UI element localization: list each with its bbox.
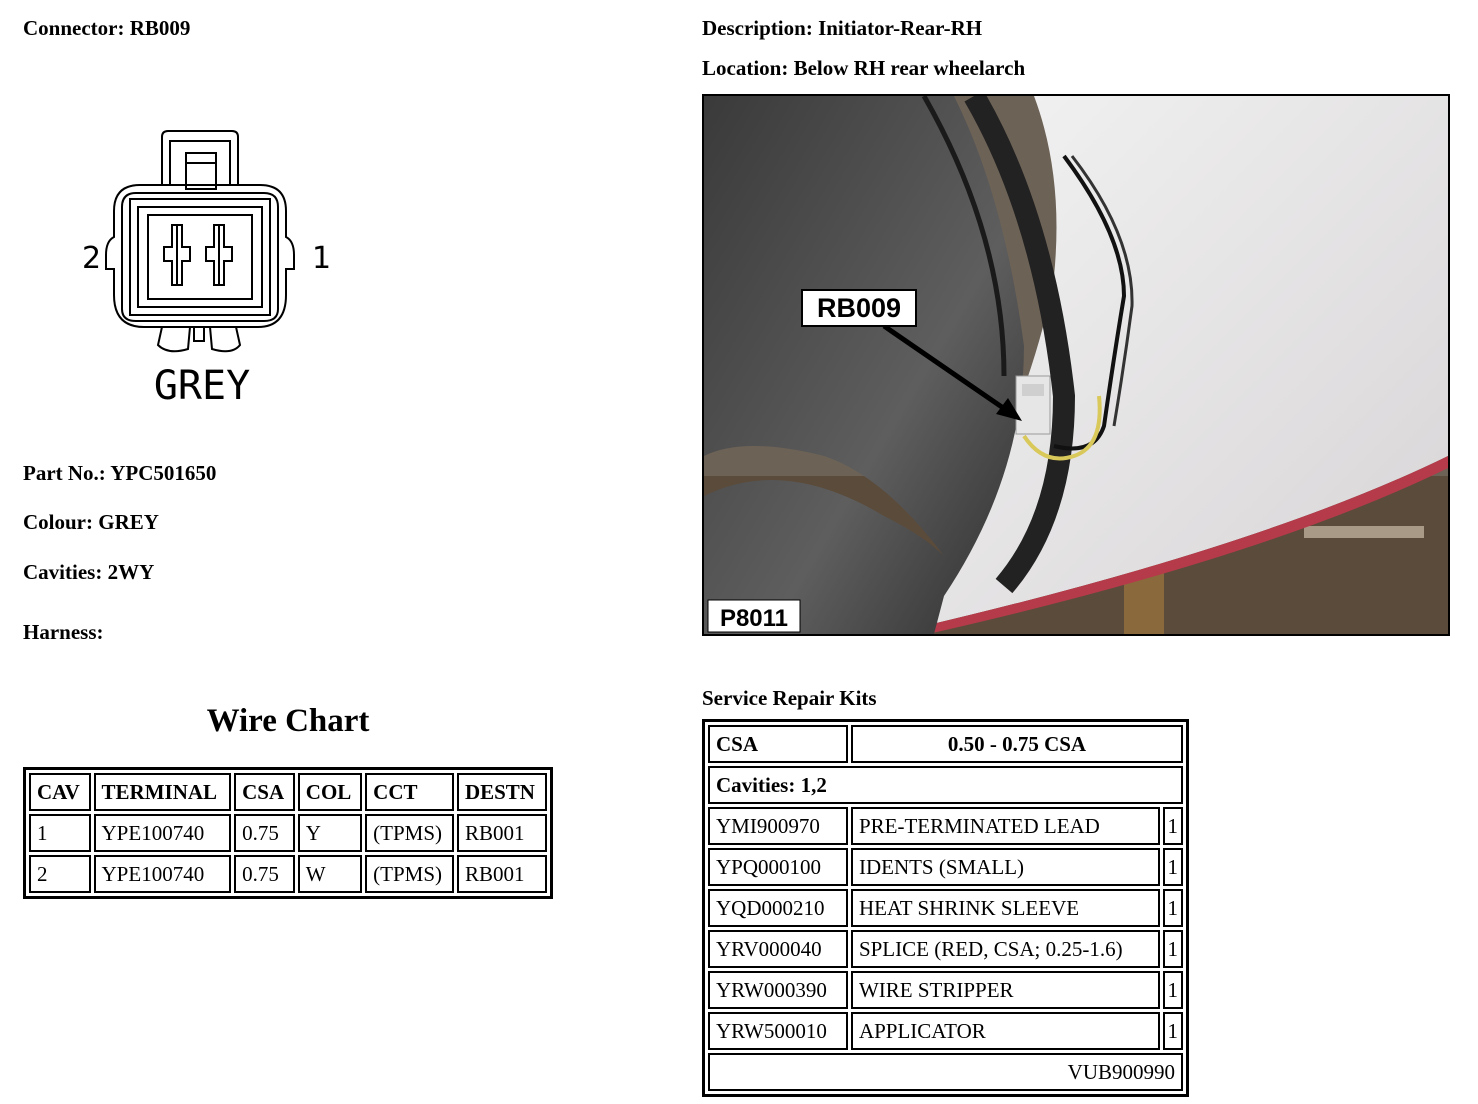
cell-destn: RB001 bbox=[457, 814, 547, 852]
kit-part-number: YMI900970 bbox=[708, 807, 848, 845]
colour-label: GREY bbox=[153, 363, 251, 409]
header-terminal: TERMINAL bbox=[94, 773, 232, 811]
table-row bbox=[29, 814, 547, 852]
header-cav: CAV bbox=[29, 773, 91, 811]
kit-part-number: YRV000040 bbox=[708, 930, 848, 968]
location-photo bbox=[702, 94, 1450, 636]
kit-quantity: 1 bbox=[1163, 1012, 1183, 1050]
connector-face-diagram bbox=[78, 125, 338, 415]
kit-part-number: YQD000210 bbox=[708, 889, 848, 927]
kit-description: IDENTS (SMALL) bbox=[851, 848, 1160, 886]
cell-cav: 2 bbox=[29, 855, 91, 893]
description-label: Description: Initiator-Rear-RH bbox=[702, 16, 983, 40]
part-number: Part No.: YPC501650 bbox=[23, 461, 217, 485]
table-row bbox=[708, 889, 1183, 927]
pin-2-label: 2 bbox=[82, 241, 102, 276]
kit-description: SPLICE (RED, CSA; 0.25-1.6) bbox=[851, 930, 1160, 968]
wire-chart-title: Wire Chart bbox=[206, 703, 370, 739]
repair-kits-title: Service Repair Kits bbox=[702, 686, 877, 710]
kit-part-number: YRW000390 bbox=[708, 971, 848, 1009]
csa-label: CSA bbox=[708, 725, 848, 763]
cavities-info: Cavities: 2WY bbox=[23, 560, 155, 584]
cell-destn: RB001 bbox=[457, 855, 547, 893]
kit-number-row bbox=[708, 1053, 1183, 1091]
kit-part-number: YRW500010 bbox=[708, 1012, 848, 1050]
csa-row bbox=[708, 725, 1183, 763]
cell-terminal: YPE100740 bbox=[94, 855, 232, 893]
pin-1-label: 1 bbox=[312, 241, 332, 276]
repair-kits-table bbox=[702, 719, 1189, 1097]
header-col: COL bbox=[298, 773, 362, 811]
header-destn: DESTN bbox=[457, 773, 547, 811]
csa-value: 0.50 - 0.75 CSA bbox=[851, 725, 1183, 763]
cell-terminal: YPE100740 bbox=[94, 814, 232, 852]
header-csa: CSA bbox=[234, 773, 295, 811]
table-row bbox=[708, 807, 1183, 845]
wire-chart-header-row bbox=[29, 773, 547, 811]
table-row bbox=[708, 1012, 1183, 1050]
cell-col: Y bbox=[298, 814, 362, 852]
connector-label: Connector: RB009 bbox=[23, 16, 191, 40]
photo-ref-label: P8011 bbox=[719, 605, 789, 632]
cavities-row bbox=[708, 766, 1183, 804]
cell-csa: 0.75 bbox=[234, 814, 295, 852]
kit-quantity: 1 bbox=[1163, 971, 1183, 1009]
table-row bbox=[708, 930, 1183, 968]
header-cct: CCT bbox=[365, 773, 454, 811]
kit-quantity: 1 bbox=[1163, 889, 1183, 927]
cell-cct: (TPMS) bbox=[365, 814, 454, 852]
table-row bbox=[29, 855, 547, 893]
kit-part-number: YPQ000100 bbox=[708, 848, 848, 886]
kit-quantity: 1 bbox=[1163, 848, 1183, 886]
kit-quantity: 1 bbox=[1163, 807, 1183, 845]
kit-number: VUB900990 bbox=[708, 1053, 1183, 1091]
cell-csa: 0.75 bbox=[234, 855, 295, 893]
table-row bbox=[708, 971, 1183, 1009]
kit-description: APPLICATOR bbox=[851, 1012, 1160, 1050]
kit-description: HEAT SHRINK SLEEVE bbox=[851, 889, 1160, 927]
table-row bbox=[708, 848, 1183, 886]
harness-info: Harness: bbox=[23, 620, 104, 644]
cavities-value: Cavities: 1,2 bbox=[708, 766, 1183, 804]
kit-description: PRE-TERMINATED LEAD bbox=[851, 807, 1160, 845]
kit-quantity: 1 bbox=[1163, 930, 1183, 968]
kit-description: WIRE STRIPPER bbox=[851, 971, 1160, 1009]
colour-info: Colour: GREY bbox=[23, 510, 159, 534]
cell-cct: (TPMS) bbox=[365, 855, 454, 893]
photo-callout-label: RB009 bbox=[816, 293, 902, 323]
wire-chart-table bbox=[23, 767, 553, 899]
location-label: Location: Below RH rear wheelarch bbox=[702, 56, 1026, 80]
cell-cav: 1 bbox=[29, 814, 91, 852]
cell-col: W bbox=[298, 855, 362, 893]
